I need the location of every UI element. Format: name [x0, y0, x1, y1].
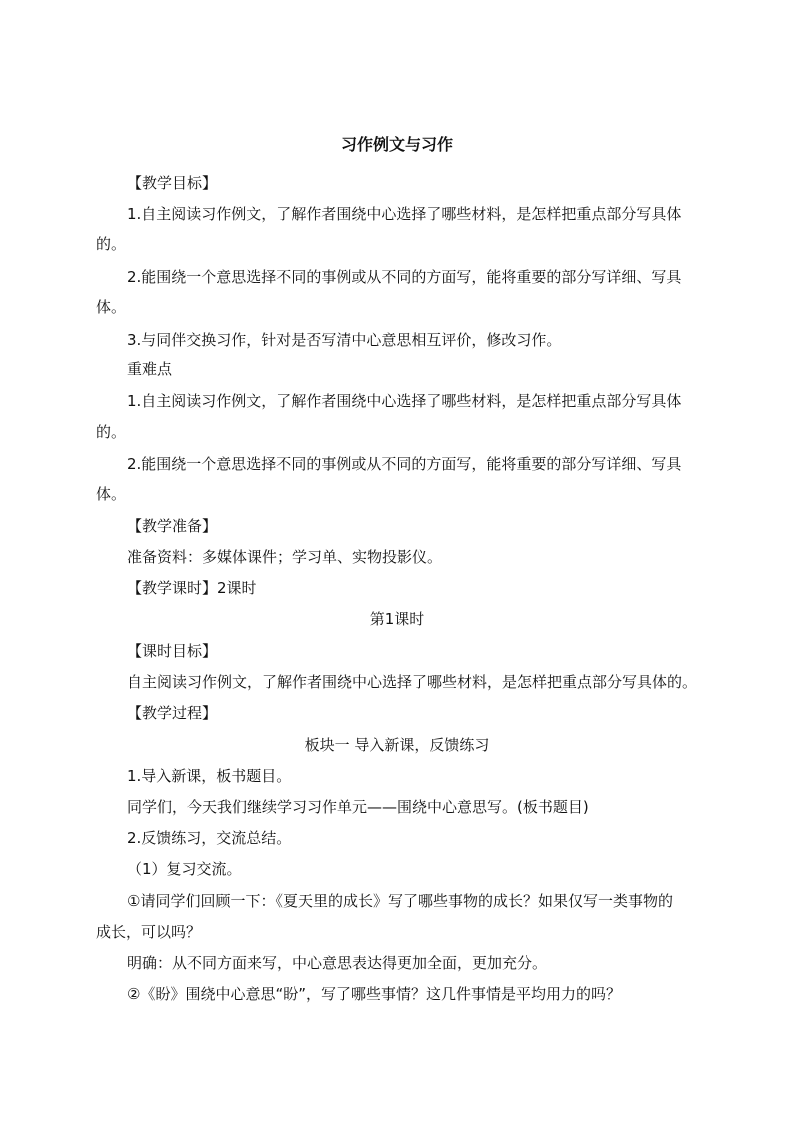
key-point-1-line-2: 的。: [96, 423, 127, 441]
question-1-line-2: 成长，可以吗？: [96, 923, 202, 941]
goal-1-line-2: 的。: [96, 235, 127, 253]
heading-class-hours: 【教学课时】2课时: [127, 579, 257, 597]
question-1-line-1: ①请同学们回顾一下：《夏天里的成长》写了哪些事物的成长？如果仅写一类事物的: [127, 892, 673, 910]
preparation-text: 准备资料：多媒体课件；学习单、实物投影仪。: [127, 548, 443, 566]
heading-teaching-process: 【教学过程】: [127, 704, 218, 722]
goal-3: 3.与同伴交换习作，针对是否写清中心意思相互评价，修改习作。: [127, 331, 562, 349]
question-2: ②《盼》围绕中心意思“盼”，写了哪些事情？这几件事情是平均用力的吗？: [127, 985, 621, 1003]
lesson-goal-text: 自主阅读习作例文，了解作者围绕中心选择了哪些材料，是怎样把重点部分写具体的。: [127, 673, 698, 691]
step-1: 1.导入新课，板书题目。: [127, 767, 292, 785]
key-point-1-line-1: 1.自主阅读习作例文，了解作者围绕中心选择了哪些材料，是怎样把重点部分写具体: [127, 392, 682, 410]
section-1-title: 板块一 导入新课，反馈练习: [304, 736, 490, 754]
lesson-1-title: 第1课时: [369, 610, 425, 628]
key-point-2-line-1: 2.能围绕一个意思选择不同的事例或从不同的方面写，能将重要的部分写详细、写具: [127, 455, 682, 473]
heading-teaching-goals: 【教学目标】: [127, 174, 218, 192]
key-point-2-line-2: 体。: [96, 485, 127, 503]
goal-2-line-2: 体。: [96, 298, 127, 316]
goal-1-line-1: 1.自主阅读习作例文，了解作者围绕中心选择了哪些材料，是怎样把重点部分写具体: [127, 205, 682, 223]
heading-preparation: 【教学准备】: [127, 517, 218, 535]
step-2-sub-1: （1）复习交流。: [127, 860, 242, 878]
step-1-text: 同学们，今天我们继续学习习作单元——围绕中心意思写。(板书题目): [127, 798, 589, 816]
document-title: 习作例文与习作: [340, 135, 453, 154]
heading-key-points: 重难点: [127, 360, 173, 378]
step-2: 2.反馈练习，交流总结。: [127, 829, 292, 847]
answer-1: 明确：从不同方面来写，中心意思表达得更加全面，更加充分。: [127, 954, 548, 972]
goal-2-line-1: 2.能围绕一个意思选择不同的事例或从不同的方面写，能将重要的部分写详细、写具: [127, 268, 682, 286]
heading-lesson-goals: 【课时目标】: [127, 642, 218, 660]
